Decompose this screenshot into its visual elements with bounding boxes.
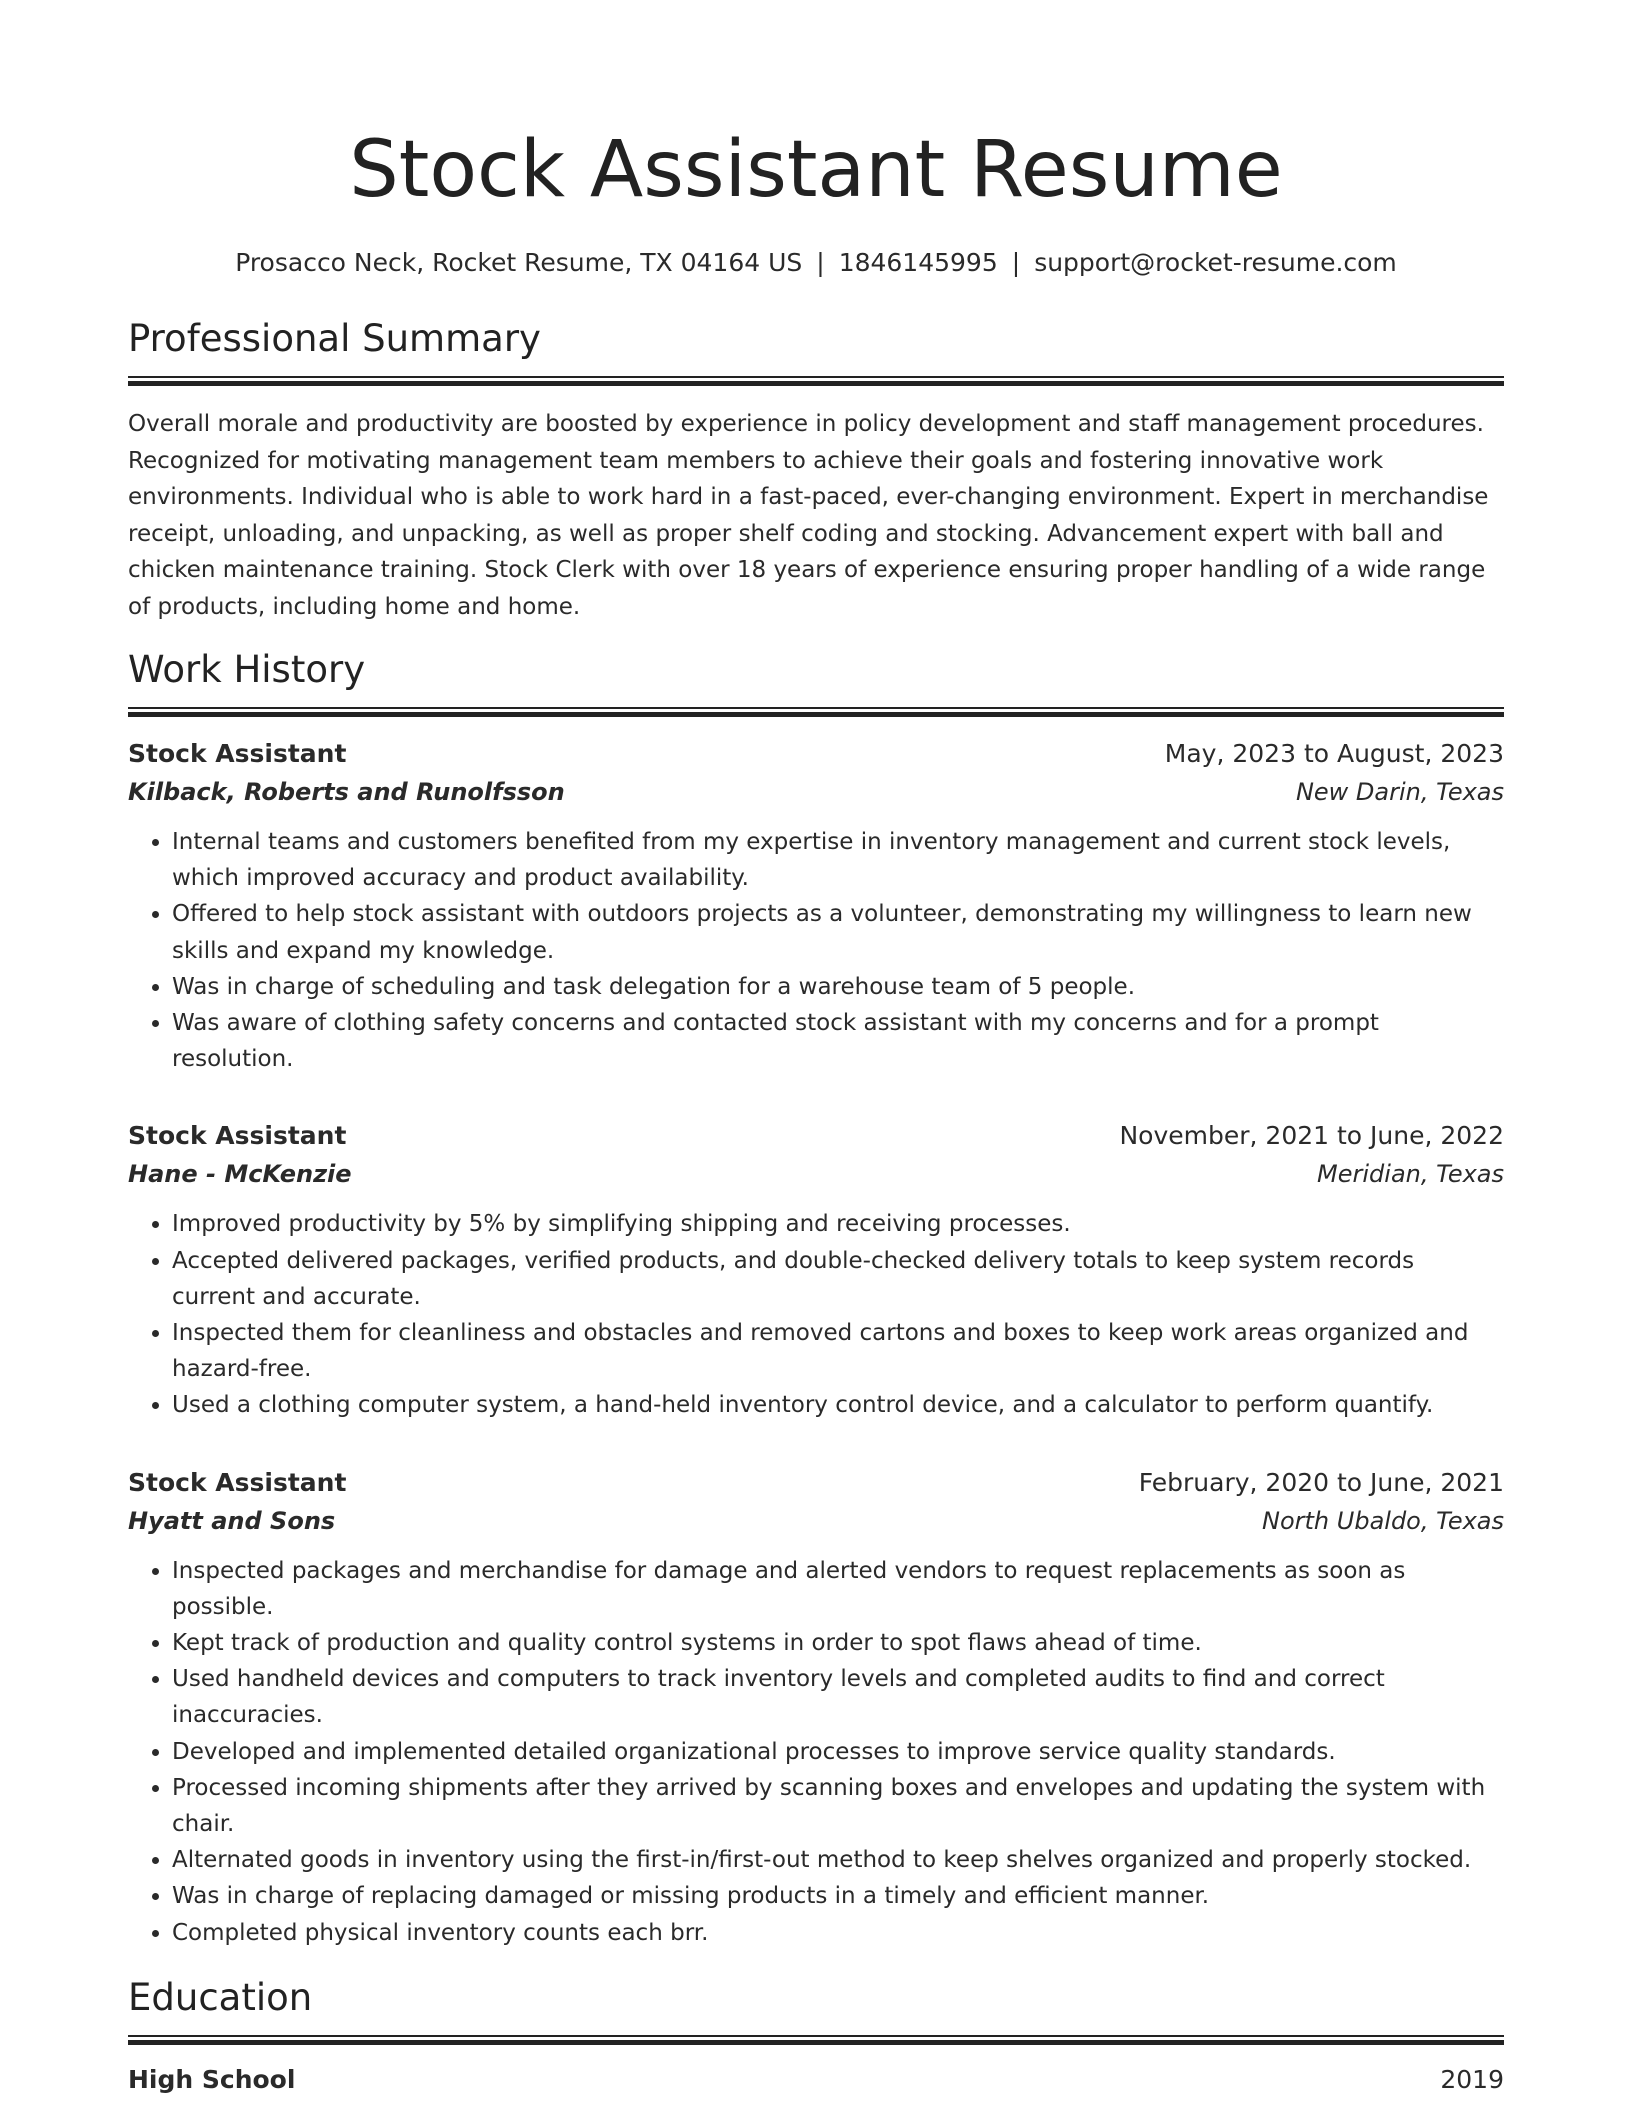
job-bullet: • Inspected them for cleanliness and obstacles and removed cartons and boxes to keep work areas organized and hazard-free. (172, 1315, 1504, 1387)
job-bullet: • Was in charge of replacing damaged or missing products in a timely and efficient manner. (172, 1878, 1504, 1914)
section-divider (128, 2035, 1504, 2047)
job-company: Kilback, Roberts and Runolfsson (128, 778, 565, 806)
resume-page (128, 0, 1504, 2099)
job-bullet: • Used handheld devices and computers to track inventory levels and completed audits to find and correct inaccuracies. (172, 1661, 1504, 1733)
education-degree: High School (128, 2064, 296, 2094)
section-heading-work-history: Work History (128, 648, 366, 691)
work-history-section (128, 645, 1504, 1951)
contact-phone: 1846145995 (838, 248, 998, 277)
contact-line (128, 246, 1504, 280)
job-location: North Ubaldo, Texas (1262, 1506, 1504, 1535)
job-bullet: • Processed incoming shipments after they arrived by scanning boxes and envelopes and updating the system with chair. (172, 1770, 1504, 1842)
job-bullet: • Inspected packages and merchandise for damage and alerted vendors to request replacements as soon as possible. (172, 1553, 1504, 1625)
section-divider (128, 707, 1504, 719)
job-location: Meridian, Texas (1317, 1160, 1504, 1189)
job-bullet: • Offered to help stock assistant with outdoors projects as a volunteer, demonstrating my willingness to learn new skills and expand my knowledge. (172, 896, 1504, 968)
job-title: Stock Assistant (128, 1467, 347, 1497)
section-heading-education: Education (128, 1975, 313, 2019)
job-bullet: • Developed and implemented detailed organizational processes to improve service quality standards. (172, 1734, 1504, 1770)
job-entry (128, 1117, 1504, 1423)
job-bullet: • Kept track of production and quality control systems in order to spot flaws ahead of time. (172, 1625, 1504, 1661)
job-bullet-list (128, 1553, 1504, 1951)
job-bullet: • Alternated goods in inventory using the first-in/first-out method to keep shelves organized and properly stocked. (172, 1842, 1504, 1878)
job-bullet: • Internal teams and customers benefited from my expertise in inventory management and current stock levels, which improved accuracy and product availability. (172, 824, 1504, 896)
job-entry (128, 1464, 1504, 1951)
section-divider (128, 376, 1504, 388)
job-bullet: • Was aware of clothing safety concerns and contacted stock assistant with my concerns and for a prompt resolution. (172, 1005, 1504, 1077)
job-dates: February, 2020 to June, 2021 (1138, 1467, 1504, 1497)
job-bullet: • Accepted delivered packages, verified products, and double-checked delivery totals to keep system records current and accurate. (172, 1243, 1504, 1315)
summary-text: Overall morale and productivity are boosted by experience in policy development and staff management procedures. Recognized for motivating management team members to achieve their goals and fostering innovative work environments. Individual who is able to work hard in a fast-paced, ever-changing environment. Expert in merchandise receipt, unloading, and unpacking, as well as proper shelf coding and stocking. Advancement expert with ball and chicken maintenance training. Stock Clerk with over 18 years of experience ensuring proper handling of a wide range of products, including home and home. (128, 411, 1489, 620)
job-company: Hane - McKenzie (128, 1160, 352, 1189)
job-bullet: • Was in charge of scheduling and task delegation for a warehouse team of 5 people. (172, 969, 1504, 1005)
job-company: Hyatt and Sons (128, 1506, 336, 1535)
job-title: Stock Assistant (128, 1121, 347, 1151)
job-bullet: • Used a clothing computer system, a hand-held inventory control device, and a calculator to perform quantify. (172, 1387, 1504, 1423)
contact-address: Prosacco Neck, Rocket Resume, TX 04164 US (235, 248, 803, 277)
job-entry (128, 735, 1504, 1077)
job-location: New Darin, Texas (1295, 778, 1504, 806)
job-bullet-list (128, 824, 1504, 1077)
education-entry (128, 2061, 1504, 2099)
contact-separator: | (816, 248, 825, 277)
job-bullet: • Improved productivity by 5% by simplifying shipping and receiving processes. (172, 1206, 1504, 1242)
contact-separator: | (1011, 248, 1021, 277)
job-dates: November, 2021 to June, 2022 (1119, 1121, 1504, 1151)
resume-title: Stock Assistant Resume (349, 125, 1283, 215)
education-year: 2019 (1440, 2064, 1504, 2094)
job-title: Stock Assistant (128, 739, 347, 768)
contact-email: support@rocket-resume.com (1034, 248, 1397, 277)
job-bullet: • Completed physical inventory counts each brr. (172, 1915, 1504, 1951)
section-heading-summary: Professional Summary (128, 317, 541, 360)
job-dates: May, 2023 to August, 2023 (1164, 739, 1504, 768)
job-bullet-list (128, 1206, 1504, 1423)
education-section (128, 1973, 1504, 2099)
professional-summary-section (128, 314, 1504, 625)
